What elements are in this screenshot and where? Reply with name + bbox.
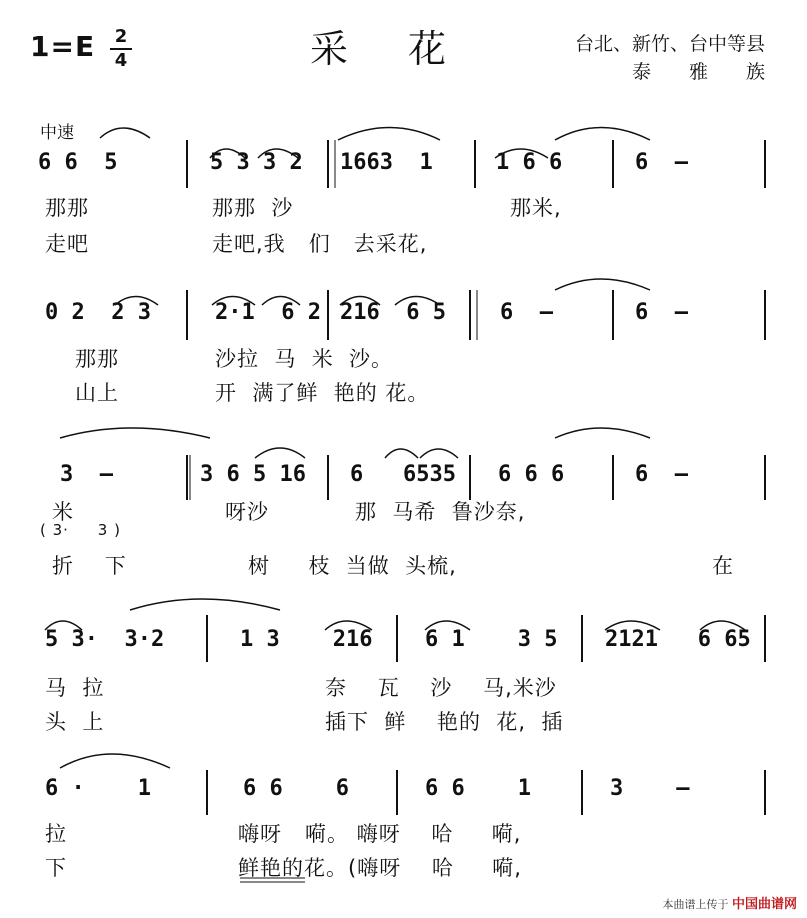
slur — [495, 149, 548, 158]
lyric-verse-2: 折 下 — [52, 554, 127, 578]
lyric-verse-1: 沙拉 马 米 沙。 — [215, 347, 394, 371]
lyric-verse-2: 在 — [712, 554, 734, 578]
slur — [100, 128, 150, 138]
lyric-verse-1: 那那 — [75, 347, 119, 371]
source-ethnic-group: 泰 雅 族 — [631, 61, 765, 83]
source-region: 台北、新竹、台中等县 — [574, 33, 765, 55]
lyric-verse-1: 嗨呀 嗬。 嗨呀 哈 嗬, — [238, 822, 522, 846]
measure-notes: 6 6 6 — [243, 776, 349, 801]
tempo-marking: 中速 — [40, 123, 74, 143]
lyric-verse-1: 那米, — [510, 196, 562, 220]
lyric-verse-1: 奈 瓦 沙 马,米沙 — [325, 676, 557, 700]
measure-notes: 1663 1 — [340, 150, 433, 175]
lyric-verse-1: 那那 — [45, 196, 89, 220]
time-bottom: 4 — [114, 50, 128, 71]
lyric-verse-2: 走吧 — [45, 232, 89, 256]
footer-prefix: 本曲谱上传于 — [662, 898, 729, 911]
slur — [210, 149, 245, 158]
lyric-verse-2: 插下 鲜 艳的 花, 插 — [325, 710, 564, 734]
measure-notes: 6 1 3 5 — [425, 627, 558, 652]
measure-notes: 1 3 216 — [240, 627, 373, 652]
measure-notes: 2·1 6 2 — [215, 300, 321, 325]
measure-notes: 6 6535 — [350, 462, 456, 487]
measure-notes: 6 – — [635, 150, 688, 175]
measure-notes: 6 6 1 — [425, 776, 531, 801]
lyric-verse-2: 山上 — [75, 381, 119, 405]
measure-notes: 1 6 6 — [496, 150, 563, 175]
site-logo: 中国曲谱网 — [731, 897, 797, 912]
slur — [555, 128, 650, 141]
song-title: 采花 — [310, 27, 507, 71]
lyric-verse-1: 呀沙 — [225, 500, 269, 524]
measure-notes: 216 6 5 — [340, 300, 446, 325]
lyric-verse-2: 鲜艳的花。(嗨呀 哈 嗬, — [238, 856, 522, 880]
measure-notes: 3 – — [610, 776, 690, 801]
measure-notes: 6 – — [635, 462, 688, 487]
lyric-verse-2: 开 满了鲜 艳的 花。 — [215, 381, 430, 405]
lyric-verse-1: 那 马希 鲁沙奈, — [355, 500, 526, 524]
lyric-verse-1: 马 拉 — [45, 676, 105, 700]
measure-notes: 3 6 5 16 — [200, 462, 306, 487]
measure-notes: 2121 6 65 — [605, 627, 751, 652]
lyric-verse-2: 头 上 — [45, 710, 105, 734]
footer-credit — [662, 893, 797, 912]
measure-notes: 5 3 3 2 — [210, 150, 303, 175]
key-signature: 1=E — [30, 30, 96, 63]
lyric-variant-notes: ( 3· 3 ) — [40, 521, 121, 539]
measure-notes: 3 – — [60, 462, 113, 487]
slur — [338, 128, 440, 141]
time-top: 2 — [114, 26, 128, 47]
lyric-verse-2: 走吧,我 们 去采花, — [212, 232, 428, 256]
lyric-verse-1: 米 — [52, 500, 74, 524]
measure-notes: 6 6 6 — [498, 462, 565, 487]
measure-notes: 6 · 1 — [45, 776, 151, 801]
slur — [258, 149, 298, 158]
measure-notes: 6 – — [635, 300, 688, 325]
lyric-verse-1: 那那 沙 — [212, 196, 294, 220]
lyric-verse-2: 树 枝 当做 头梳, — [248, 554, 457, 578]
measure-notes: 6 6 5 — [38, 150, 118, 175]
measure-notes: 0 2 2 3 — [45, 300, 151, 325]
measure-notes: 5 3· 3·2 — [45, 627, 165, 652]
lyric-verse-2: 下 — [45, 856, 67, 880]
measure-notes: 6 – — [500, 300, 553, 325]
lyric-verse-1: 拉 — [45, 822, 67, 846]
